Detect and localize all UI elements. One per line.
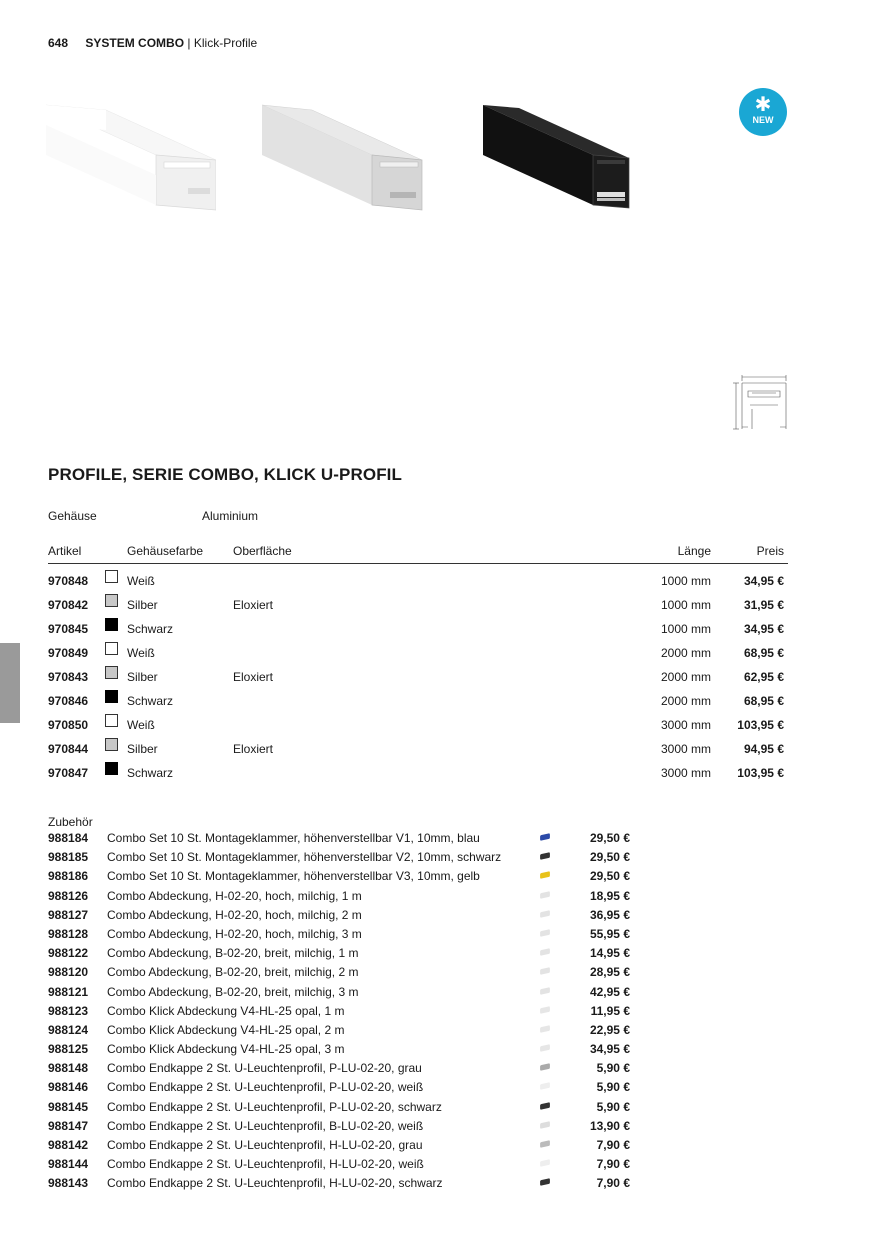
accessory-row	[48, 847, 638, 866]
accessory-description: Combo Abdeckung, H-02-20, hoch, milchig, 3 m	[107, 926, 362, 941]
price: 7,90 €	[596, 1157, 630, 1172]
price: 7,90 €	[596, 1176, 630, 1191]
profile-cross-section-drawing	[728, 373, 790, 433]
price: 28,95 €	[589, 965, 630, 980]
price: 34,95 €	[589, 1042, 630, 1057]
table-row	[48, 737, 788, 761]
end-cap-icon	[540, 1102, 550, 1110]
accessory-description: Combo Endkappe 2 St. U-Leuchtenprofil, P-LU-02-20, grau	[107, 1061, 422, 1076]
cover-icon	[540, 1025, 550, 1033]
header-price: Preis	[756, 544, 784, 558]
article-number: 988128	[48, 926, 89, 941]
price: 36,95 €	[589, 907, 630, 922]
housing-color: Schwarz	[127, 694, 174, 708]
accessory-row	[48, 1116, 638, 1135]
table-row	[48, 569, 788, 593]
section-title: PROFILE, SERIE COMBO, KLICK U-PROFIL	[48, 465, 402, 484]
header-article: Artikel	[48, 544, 82, 558]
length: 1000 mm	[660, 598, 711, 612]
accessory-description: Combo Abdeckung, B-02-20, breit, milchig, 2 m	[107, 965, 359, 980]
cover-icon	[540, 967, 550, 975]
price: 42,95 €	[589, 984, 630, 999]
surface: Eloxiert	[233, 742, 274, 756]
table-row	[48, 689, 788, 713]
price: 14,95 €	[589, 946, 630, 961]
accessory-row	[48, 886, 638, 905]
end-cap-icon	[540, 1063, 550, 1071]
accessory-description: Combo Endkappe 2 St. U-Leuchtenprofil, H-LU-02-20, grau	[107, 1138, 423, 1152]
new-badge-label: NEW	[752, 115, 774, 125]
cover-icon	[540, 1044, 550, 1052]
price: 31,95 €	[743, 598, 784, 612]
black-profile-image	[479, 100, 649, 215]
article-number: 970846	[48, 694, 89, 708]
accessory-description: Combo Endkappe 2 St. U-Leuchtenprofil, P-LU-02-20, weiß	[107, 1080, 424, 1095]
article-number: 970842	[48, 598, 89, 612]
length: 2000 mm	[660, 646, 711, 660]
mounting-clip-icon	[540, 833, 550, 841]
article-number: 988123	[48, 1003, 89, 1018]
accessory-row	[48, 828, 638, 847]
article-number: 988147	[48, 1118, 89, 1133]
table-row	[48, 665, 788, 689]
profile-table-header	[48, 544, 788, 564]
article-number: 970847	[48, 766, 89, 780]
accessory-row	[48, 1097, 638, 1116]
article-number: 988125	[48, 1042, 89, 1057]
cover-icon	[540, 948, 550, 956]
color-swatch	[105, 738, 118, 751]
article-number: 988143	[48, 1176, 89, 1191]
accessory-row	[48, 1039, 638, 1058]
housing-color: Weiß	[127, 574, 155, 588]
length: 2000 mm	[660, 670, 711, 684]
article-number: 970845	[48, 622, 89, 636]
article-number: 988186	[48, 869, 89, 884]
table-row	[48, 641, 788, 665]
accessory-description: Combo Endkappe 2 St. U-Leuchtenprofil, B-LU-02-20, weiß	[107, 1118, 424, 1133]
article-number: 970843	[48, 670, 89, 684]
accessory-description: Combo Klick Abdeckung V4-HL-25 opal, 3 m	[107, 1042, 345, 1057]
side-tab-marker	[0, 643, 20, 723]
price: 103,95 €	[737, 766, 784, 780]
accessory-description: Combo Abdeckung, B-02-20, breit, milchig, 1 m	[107, 946, 359, 961]
header-separator: |	[187, 36, 191, 50]
price: 29,50 €	[589, 850, 630, 865]
color-swatch	[105, 714, 118, 727]
article-number: 988127	[48, 907, 89, 922]
surface: Eloxiert	[233, 670, 274, 684]
housing-label: Gehäuse	[48, 509, 97, 523]
accessory-row	[48, 1077, 638, 1096]
article-number: 970844	[48, 742, 89, 756]
accessory-row	[48, 905, 638, 924]
accessory-row	[48, 1154, 638, 1173]
article-number: 988122	[48, 946, 89, 961]
star-icon: ✱	[754, 94, 772, 116]
end-cap-icon	[540, 1121, 550, 1129]
housing-color: Silber	[127, 742, 158, 756]
accessory-description: Combo Endkappe 2 St. U-Leuchtenprofil, H-LU-02-20, schwarz	[107, 1176, 443, 1191]
accessory-description: Combo Endkappe 2 St. U-Leuchtenprofil, H-LU-02-20, weiß	[107, 1157, 424, 1172]
end-cap-icon	[540, 1159, 550, 1167]
table-row	[48, 713, 788, 737]
length: 3000 mm	[660, 766, 711, 780]
price: 13,90 €	[589, 1118, 630, 1133]
accessory-description: Combo Set 10 St. Montageklammer, höhenverstellbar V1, 10mm, blau	[107, 831, 480, 845]
profile-table	[48, 569, 788, 785]
price: 68,95 €	[743, 694, 784, 708]
color-swatch	[105, 666, 118, 679]
housing-color: Weiß	[127, 718, 155, 732]
price: 5,90 €	[596, 1080, 630, 1095]
accessory-description: Combo Set 10 St. Montageklammer, höhenverstellbar V2, 10mm, schwarz	[107, 850, 502, 865]
article-number: 988145	[48, 1099, 89, 1114]
mounting-clip-icon	[540, 872, 550, 880]
accessory-description: Combo Klick Abdeckung V4-HL-25 opal, 1 m	[107, 1003, 345, 1018]
table-row	[48, 593, 788, 617]
article-number: 970850	[48, 718, 89, 732]
article-number: 988148	[48, 1061, 89, 1076]
accessory-description: Combo Abdeckung, H-02-20, hoch, milchig, 2 m	[107, 907, 362, 922]
price: 68,95 €	[743, 646, 784, 660]
color-swatch	[105, 594, 118, 607]
new-badge	[739, 88, 787, 136]
page-header	[48, 36, 257, 50]
accessory-row	[48, 1001, 638, 1020]
price: 34,95 €	[743, 574, 784, 588]
price: 94,95 €	[743, 742, 784, 756]
accessories-table	[48, 828, 638, 1193]
header-color: Gehäusefarbe	[127, 544, 204, 558]
accessory-description: Combo Klick Abdeckung V4-HL-25 opal, 2 m	[107, 1022, 345, 1037]
accessory-row	[48, 1020, 638, 1039]
price: 55,95 €	[589, 926, 630, 941]
article-number: 988146	[48, 1080, 89, 1095]
white-profile-image	[46, 100, 216, 215]
article-number: 988121	[48, 984, 89, 999]
table-row	[48, 617, 788, 641]
accessory-row	[48, 924, 638, 943]
color-swatch	[105, 762, 118, 775]
header-length: Länge	[677, 544, 711, 558]
price: 29,50 €	[589, 831, 630, 845]
surface: Eloxiert	[233, 598, 274, 612]
article-number: 988120	[48, 965, 89, 980]
accessory-row	[48, 962, 638, 981]
mounting-clip-icon	[540, 852, 550, 860]
accessories-title: Zubehör	[48, 815, 93, 829]
housing-color: Weiß	[127, 646, 155, 660]
article-number: 988142	[48, 1138, 89, 1152]
color-swatch	[105, 618, 118, 631]
cover-icon	[540, 929, 550, 937]
cover-icon	[540, 1006, 550, 1014]
accessory-row	[48, 982, 638, 1001]
silver-profile-image	[262, 100, 432, 215]
end-cap-icon	[540, 1083, 550, 1091]
accessory-description: Combo Abdeckung, B-02-20, breit, milchig, 3 m	[107, 984, 359, 999]
article-number: 970849	[48, 646, 89, 660]
accessory-row	[48, 943, 638, 962]
accessory-row	[48, 866, 638, 885]
accessory-row	[48, 1135, 638, 1154]
length: 2000 mm	[660, 694, 711, 708]
table-row	[48, 761, 788, 785]
length: 1000 mm	[660, 574, 711, 588]
price: 5,90 €	[596, 1099, 630, 1114]
article-number: 988144	[48, 1157, 89, 1172]
end-cap-icon	[540, 1140, 550, 1148]
article-number: 970848	[48, 574, 89, 588]
section-name: Klick-Profile	[193, 36, 258, 50]
length: 3000 mm	[660, 742, 711, 756]
article-number: 988185	[48, 850, 89, 865]
price: 62,95 €	[743, 670, 784, 684]
housing-color: Silber	[127, 598, 158, 612]
article-number: 988124	[48, 1022, 89, 1037]
accessory-row	[48, 1058, 638, 1077]
article-number: 988184	[48, 831, 89, 845]
price: 7,90 €	[596, 1138, 630, 1152]
end-cap-icon	[540, 1179, 550, 1187]
cover-icon	[540, 987, 550, 995]
color-swatch	[105, 642, 118, 655]
price: 5,90 €	[596, 1061, 630, 1076]
housing-value: Aluminium	[202, 509, 259, 523]
page-number: 648	[48, 36, 69, 50]
price: 11,95 €	[590, 1003, 630, 1018]
price: 29,50 €	[589, 869, 630, 884]
system-name: SYSTEM COMBO	[85, 36, 185, 50]
length: 3000 mm	[660, 718, 711, 732]
header-surface: Oberfläche	[233, 544, 292, 558]
price: 18,95 €	[589, 888, 630, 903]
accessory-description: Combo Set 10 St. Montageklammer, höhenverstellbar V3, 10mm, gelb	[107, 869, 480, 884]
accessory-description: Combo Endkappe 2 St. U-Leuchtenprofil, P-LU-02-20, schwarz	[107, 1099, 442, 1114]
cover-icon	[540, 891, 550, 899]
price: 22,95 €	[589, 1022, 630, 1037]
price: 103,95 €	[737, 718, 784, 732]
length: 1000 mm	[660, 622, 711, 636]
cover-icon	[540, 910, 550, 918]
accessory-description: Combo Abdeckung, H-02-20, hoch, milchig, 1 m	[107, 888, 362, 903]
price: 34,95 €	[743, 622, 784, 636]
housing-color: Schwarz	[127, 622, 174, 636]
color-swatch	[105, 570, 118, 583]
accessory-row	[48, 1173, 638, 1192]
housing-color: Schwarz	[127, 766, 174, 780]
housing-color: Silber	[127, 670, 158, 684]
article-number: 988126	[48, 888, 89, 903]
color-swatch	[105, 690, 118, 703]
